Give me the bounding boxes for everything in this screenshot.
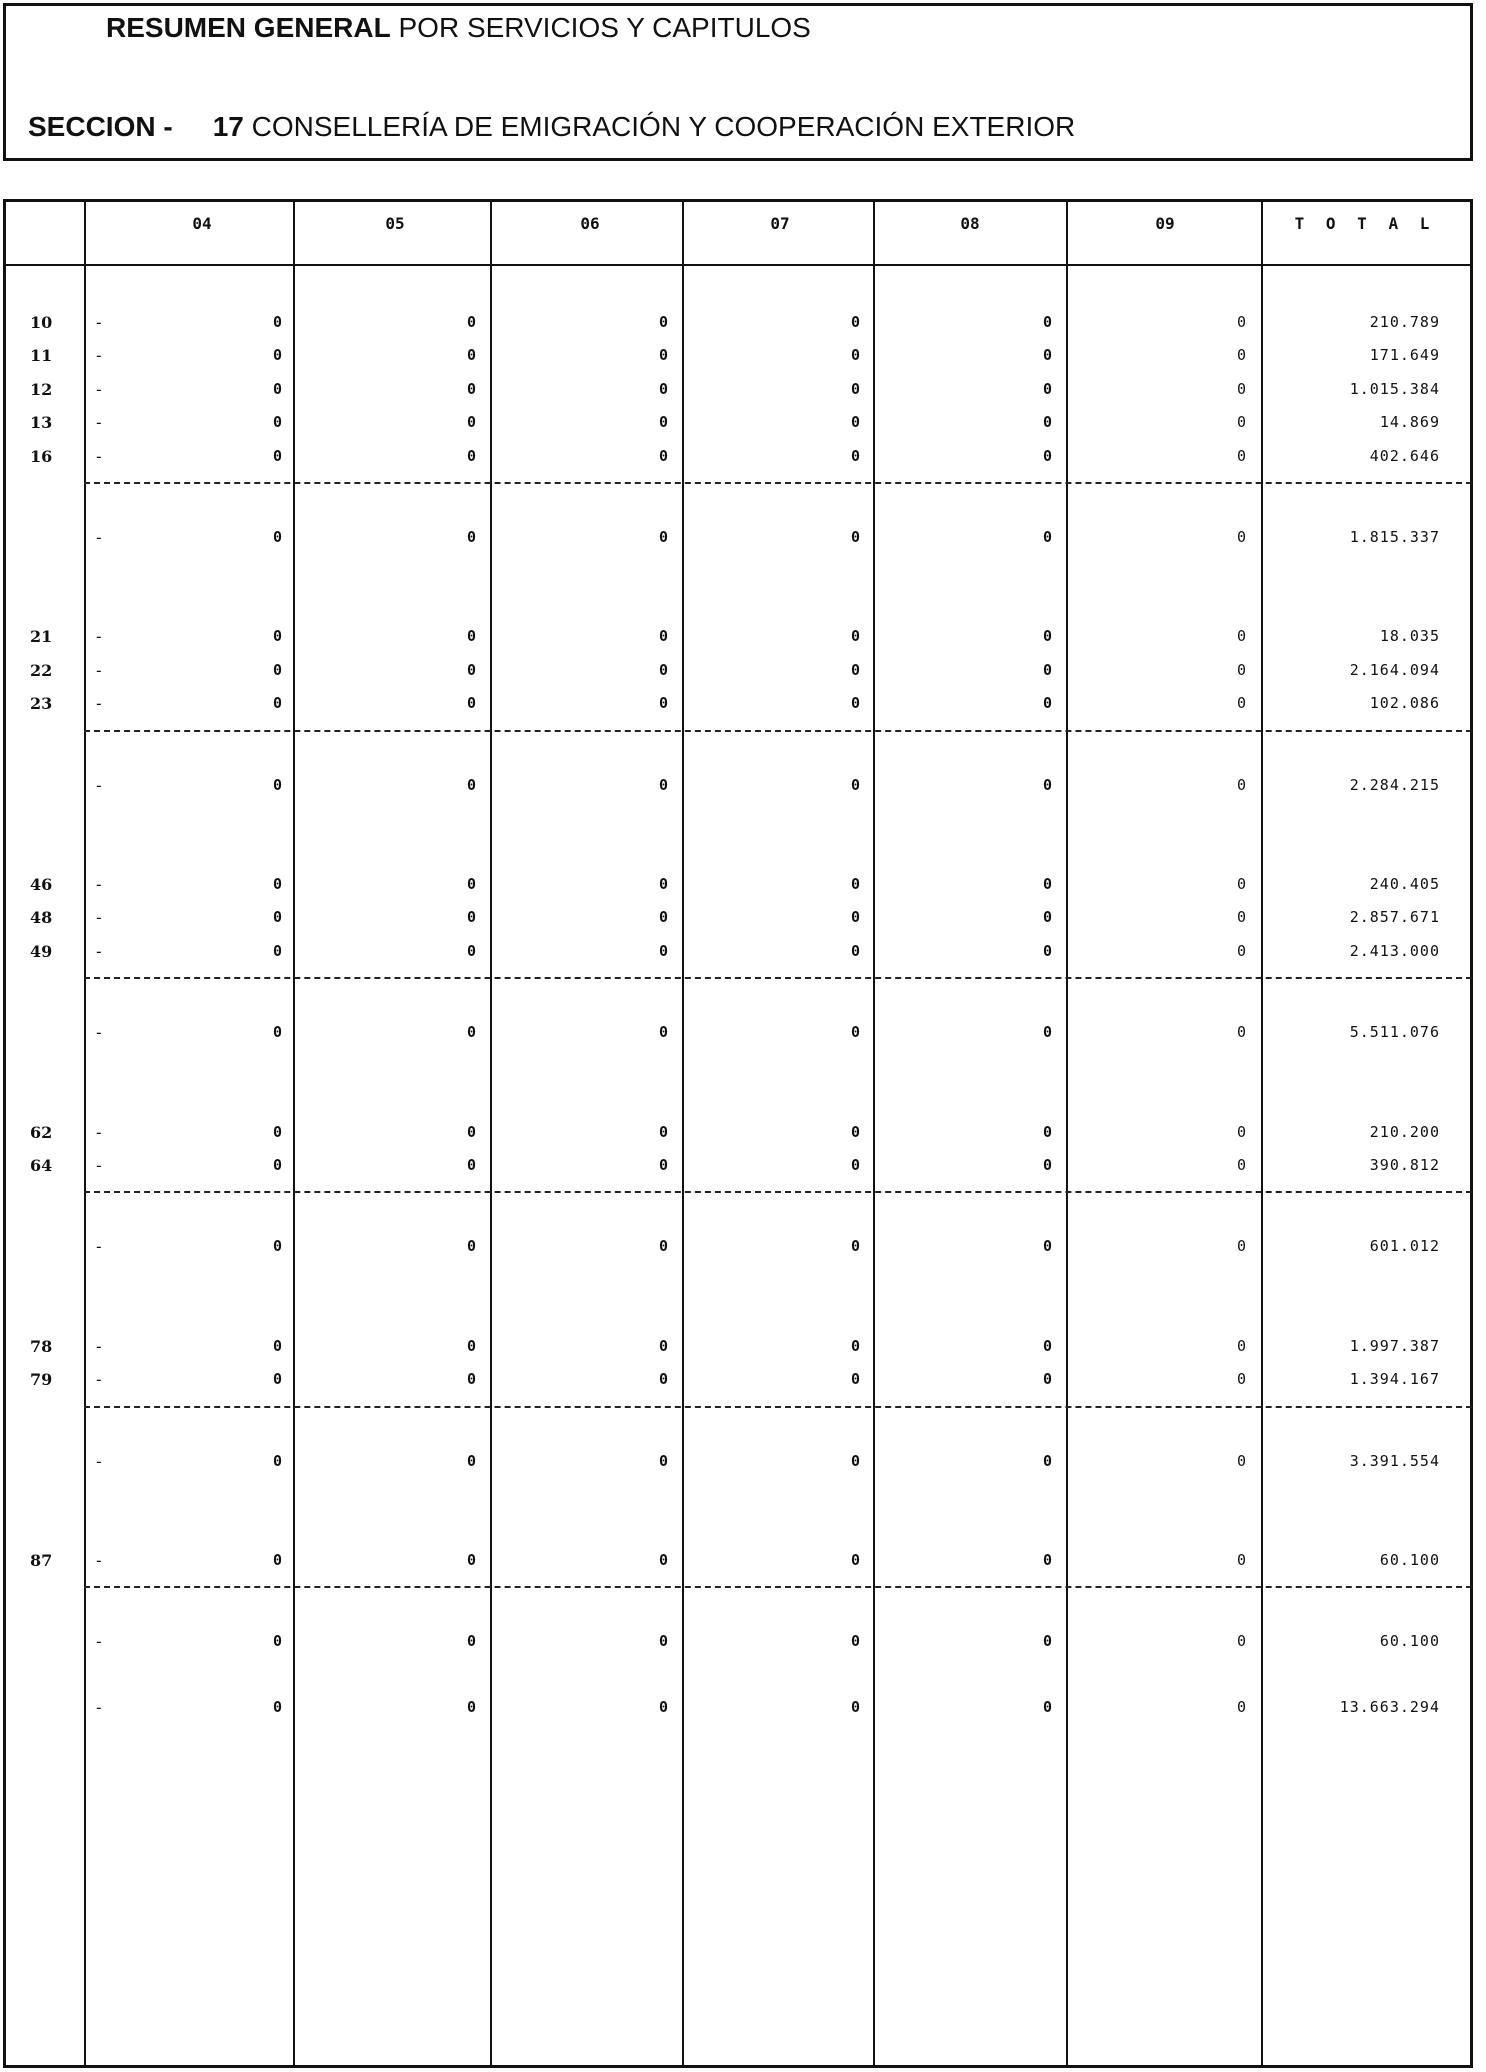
total-cell: 240.405 [1369,875,1440,893]
value-cell-06: 0 [658,1122,668,1141]
value-cell-05: 0 [466,446,476,465]
value-cell-04: 0 [272,413,282,432]
row-dash-marker: - [94,1023,104,1043]
row-dash-marker: - [94,1336,104,1356]
value-cell-07: 0 [850,446,860,465]
row-dash-marker: - [94,694,104,714]
value-cell-07: 0 [850,660,860,679]
column-divider [1261,199,1263,2068]
value-cell-09: 0 [1236,413,1246,432]
value-cell-05: 0 [466,694,476,713]
value-cell-08: 0 [1042,446,1052,465]
value-cell-09: 0 [1236,1156,1246,1174]
total-cell: 5.511.076 [1349,1023,1440,1042]
value-cell-05: 0 [466,528,476,546]
value-cell-05: 0 [466,413,476,432]
total-cell: 60.100 [1379,1632,1440,1651]
section-number: 17 [212,111,244,142]
total-cell: 18.035 [1379,627,1440,646]
value-cell-09: 0 [1236,1237,1246,1256]
value-cell-09: 0 [1236,1370,1246,1389]
table-header-divider [3,264,1473,266]
column-header-total: T O T A L [1294,214,1436,233]
row-code: 49 [30,941,53,961]
row-dash-marker: - [94,1237,104,1257]
value-cell-07: 0 [850,775,860,794]
value-cell-06: 0 [658,1336,668,1355]
value-cell-04: 0 [272,379,282,398]
value-cell-04: 0 [272,1122,282,1141]
column-header-08: 08 [960,214,980,233]
section-name: CONSELLERÍA DE EMIGRACIÓN Y COOPERACIÓN EXTERIOR [243,111,1076,142]
row-dash-marker: - [94,941,104,961]
value-cell-04: 0 [272,694,282,713]
value-cell-05: 0 [466,346,476,365]
total-cell: 1.997.387 [1349,1336,1440,1355]
column-divider [490,199,492,2068]
value-cell-05: 0 [466,875,476,893]
row-code: 78 [30,1336,53,1356]
total-cell: 1.815.337 [1349,528,1440,546]
total-cell: 2.413.000 [1349,941,1440,960]
row-dash-marker: - [94,627,104,647]
value-cell-05: 0 [466,1697,476,1716]
row-dash-marker: - [94,528,104,547]
value-cell-08: 0 [1042,775,1052,794]
value-cell-04: 0 [272,313,282,331]
value-cell-09: 0 [1236,446,1246,465]
value-cell-04: 0 [272,1237,282,1256]
value-cell-06: 0 [658,379,668,398]
value-cell-05: 0 [466,775,476,794]
value-cell-09: 0 [1236,775,1246,794]
report-title [106,12,811,44]
value-cell-07: 0 [850,528,860,546]
value-cell-07: 0 [850,875,860,893]
value-cell-09: 0 [1236,1336,1246,1355]
value-cell-09: 0 [1236,941,1246,960]
value-cell-06: 0 [658,1023,668,1042]
value-cell-08: 0 [1042,1336,1052,1355]
value-cell-09: 0 [1236,1697,1246,1716]
value-cell-05: 0 [466,1156,476,1174]
value-cell-09: 0 [1236,346,1246,365]
row-dash-marker: - [94,1370,104,1390]
value-cell-06: 0 [658,413,668,432]
subtotal-separator [84,1406,1472,1408]
column-divider [293,199,295,2068]
column-divider [1066,199,1068,2068]
value-cell-09: 0 [1236,660,1246,679]
value-cell-07: 0 [850,1023,860,1042]
total-cell: 2.857.671 [1349,908,1440,927]
value-cell-06: 0 [658,627,668,646]
row-dash-marker: - [94,908,104,928]
row-code: 48 [30,908,53,928]
column-header-07: 07 [770,214,790,233]
value-cell-04: 0 [272,941,282,960]
value-cell-09: 0 [1236,875,1246,893]
value-cell-07: 0 [850,1156,860,1174]
value-cell-04: 0 [272,775,282,794]
value-cell-06: 0 [658,660,668,679]
value-cell-06: 0 [658,694,668,713]
value-cell-08: 0 [1042,694,1052,713]
row-dash-marker: - [94,346,104,366]
row-dash-marker: - [94,1551,104,1570]
value-cell-04: 0 [272,908,282,927]
value-cell-07: 0 [850,1370,860,1389]
value-cell-05: 0 [466,313,476,331]
total-cell: 1.394.167 [1349,1370,1440,1389]
value-cell-08: 0 [1042,660,1052,679]
value-cell-07: 0 [850,1336,860,1355]
subtotal-separator [84,730,1472,732]
value-cell-09: 0 [1236,908,1246,927]
total-cell: 2.164.094 [1349,660,1440,679]
subtotal-separator [84,482,1472,484]
row-dash-marker: - [94,379,104,399]
row-code: 23 [30,694,53,714]
value-cell-07: 0 [850,1451,860,1470]
row-code: 64 [30,1156,53,1175]
value-cell-08: 0 [1042,1697,1052,1716]
value-cell-05: 0 [466,1451,476,1470]
column-divider [873,199,875,2068]
report-header [3,3,1473,161]
value-cell-07: 0 [850,941,860,960]
value-cell-05: 0 [466,1370,476,1389]
total-cell: 402.646 [1369,446,1440,465]
value-cell-06: 0 [658,446,668,465]
total-cell: 210.789 [1369,313,1440,331]
total-cell: 171.649 [1369,346,1440,365]
value-cell-05: 0 [466,1122,476,1141]
value-cell-08: 0 [1042,1370,1052,1389]
value-cell-07: 0 [850,908,860,927]
value-cell-09: 0 [1236,1551,1246,1569]
value-cell-04: 0 [272,1370,282,1389]
row-dash-marker: - [94,775,104,795]
column-header-09: 09 [1155,214,1175,233]
value-cell-06: 0 [658,1697,668,1716]
row-dash-marker: - [94,1156,104,1175]
value-cell-08: 0 [1042,1632,1052,1651]
total-cell: 102.086 [1369,694,1440,713]
row-code: 12 [30,379,53,399]
value-cell-04: 0 [272,660,282,679]
value-cell-06: 0 [658,1237,668,1256]
value-cell-06: 0 [658,1370,668,1389]
value-cell-07: 0 [850,1551,860,1569]
report-title-rest: POR SERVICIOS Y CAPITULOS [390,12,811,43]
value-cell-08: 0 [1042,1156,1052,1174]
value-cell-06: 0 [658,313,668,331]
value-cell-09: 0 [1236,1632,1246,1651]
row-dash-marker: - [94,1122,104,1142]
value-cell-04: 0 [272,346,282,365]
value-cell-08: 0 [1042,313,1052,331]
value-cell-08: 0 [1042,379,1052,398]
value-cell-05: 0 [466,1551,476,1569]
value-cell-06: 0 [658,1156,668,1174]
row-code: 16 [30,446,53,466]
column-header-05: 05 [385,214,405,233]
column-divider [84,199,86,2068]
value-cell-06: 0 [658,1451,668,1470]
value-cell-04: 0 [272,1156,282,1174]
value-cell-07: 0 [850,346,860,365]
column-header-04: 04 [192,214,212,233]
total-cell: 3.391.554 [1349,1451,1440,1470]
total-cell: 1.015.384 [1349,379,1440,398]
value-cell-06: 0 [658,1551,668,1569]
value-cell-09: 0 [1236,379,1246,398]
row-code: 62 [30,1122,53,1142]
value-cell-07: 0 [850,627,860,646]
value-cell-04: 0 [272,1023,282,1042]
value-cell-09: 0 [1236,1122,1246,1141]
value-cell-06: 0 [658,1632,668,1651]
row-code: 22 [30,660,53,680]
value-cell-06: 0 [658,875,668,893]
value-cell-04: 0 [272,528,282,546]
total-cell: 2.284.215 [1349,775,1440,794]
value-cell-08: 0 [1042,1451,1052,1470]
value-cell-05: 0 [466,941,476,960]
value-cell-07: 0 [850,1697,860,1716]
value-cell-04: 0 [272,1451,282,1470]
row-dash-marker: - [94,875,104,894]
value-cell-04: 0 [272,446,282,465]
value-cell-07: 0 [850,1632,860,1651]
value-cell-08: 0 [1042,941,1052,960]
value-cell-08: 0 [1042,1237,1052,1256]
value-cell-09: 0 [1236,627,1246,646]
report-title-bold: RESUMEN GENERAL [106,12,391,43]
value-cell-07: 0 [850,313,860,331]
row-code: 13 [30,413,53,433]
value-cell-05: 0 [466,1237,476,1256]
value-cell-08: 0 [1042,346,1052,365]
value-cell-05: 0 [466,1336,476,1355]
value-cell-08: 0 [1042,627,1052,646]
total-cell: 390.812 [1369,1156,1440,1174]
subtotal-separator [84,977,1472,979]
value-cell-04: 0 [272,1551,282,1569]
row-dash-marker: - [94,660,104,680]
row-dash-marker: - [94,446,104,466]
row-code: 87 [30,1551,53,1570]
value-cell-08: 0 [1042,1023,1052,1042]
total-cell: 210.200 [1369,1122,1440,1141]
value-cell-04: 0 [272,1697,282,1716]
value-cell-09: 0 [1236,1451,1246,1470]
subtotal-separator [84,1586,1472,1588]
row-code: 21 [30,627,53,647]
value-cell-07: 0 [850,1237,860,1256]
value-cell-07: 0 [850,413,860,432]
value-cell-08: 0 [1042,1122,1052,1141]
row-dash-marker: - [94,1697,104,1717]
total-cell: 13.663.294 [1339,1697,1440,1716]
value-cell-04: 0 [272,627,282,646]
row-code: 11 [30,346,53,366]
value-cell-05: 0 [466,660,476,679]
section-label: SECCION - [28,111,173,142]
value-cell-08: 0 [1042,413,1052,432]
value-cell-08: 0 [1042,908,1052,927]
value-cell-07: 0 [850,379,860,398]
value-cell-04: 0 [272,875,282,893]
row-dash-marker: - [94,313,104,332]
row-code: 46 [30,875,53,894]
value-cell-05: 0 [466,379,476,398]
value-cell-09: 0 [1236,1023,1246,1042]
row-dash-marker: - [94,1632,104,1652]
total-cell: 14.869 [1379,413,1440,432]
value-cell-05: 0 [466,908,476,927]
value-cell-07: 0 [850,694,860,713]
value-cell-06: 0 [658,346,668,365]
value-cell-09: 0 [1236,694,1246,713]
value-cell-06: 0 [658,775,668,794]
column-divider [682,199,684,2068]
value-cell-05: 0 [466,627,476,646]
value-cell-08: 0 [1042,1551,1052,1569]
row-dash-marker: - [94,1451,104,1471]
value-cell-06: 0 [658,528,668,546]
value-cell-06: 0 [658,908,668,927]
subtotal-separator [84,1191,1472,1193]
total-cell: 60.100 [1379,1551,1440,1569]
value-cell-06: 0 [658,941,668,960]
value-cell-04: 0 [272,1632,282,1651]
value-cell-07: 0 [850,1122,860,1141]
row-code: 79 [30,1370,53,1390]
section-line [28,111,1075,143]
value-cell-09: 0 [1236,313,1246,331]
value-cell-09: 0 [1236,528,1246,546]
value-cell-04: 0 [272,1336,282,1355]
total-cell: 601.012 [1369,1237,1440,1256]
row-dash-marker: - [94,413,104,433]
value-cell-05: 0 [466,1023,476,1042]
value-cell-08: 0 [1042,875,1052,893]
row-code: 10 [30,313,53,332]
column-header-06: 06 [580,214,600,233]
value-cell-08: 0 [1042,528,1052,546]
value-cell-05: 0 [466,1632,476,1651]
